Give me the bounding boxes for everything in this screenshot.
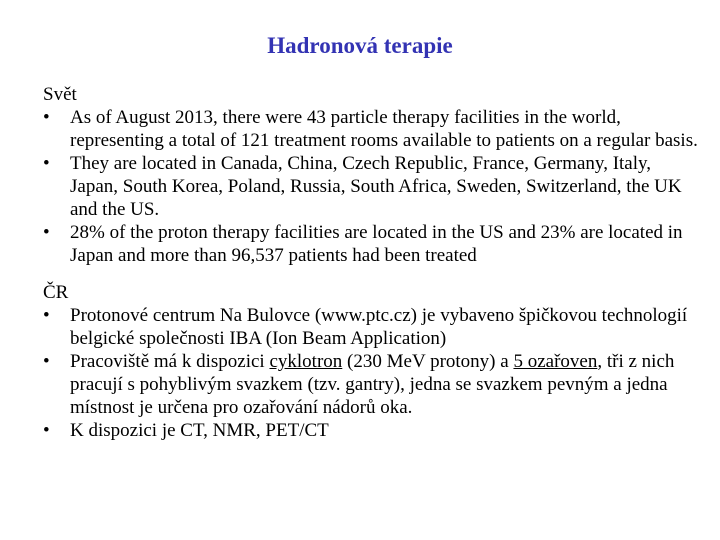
list-item xyxy=(43,350,703,419)
list-item xyxy=(43,221,703,267)
bullet-text-part: (230 MeV protony) a xyxy=(342,351,514,372)
bullet-text-part: , tři z nich pracují s pohyblivým svazkem (tzv. gantry), jedna se svazkem pevným a jedna místnost je určena pro ozařování nádorů oka. xyxy=(70,351,675,418)
slide-title: Hadronová terapie xyxy=(267,33,453,58)
bullet-text: Protonové centrum Na Bulovce (www.ptc.cz) je vybaveno špičkovou technologií belgické společnosti IBA (Ion Beam Application) xyxy=(70,305,688,349)
bullet-icon: • xyxy=(43,222,50,243)
bullet-text-part: Pracoviště má k dispozici xyxy=(70,351,270,372)
bullet-icon: • xyxy=(43,107,50,128)
list-item xyxy=(43,419,703,442)
bullet-text: They are located in Canada, China, Czech Republic, France, Germany, Italy, Japan, South Korea, Poland, Russia, South Africa, Sweden, Switzerland, the UK and the US. xyxy=(70,153,682,220)
bullet-text: As of August 2013, there were 43 particle therapy facilities in the world, representing a total of 121 treatment rooms available to patients on a regular basis. xyxy=(70,107,698,151)
list-item xyxy=(43,106,703,152)
slide-body xyxy=(43,83,703,442)
bullet-icon: • xyxy=(43,420,50,441)
bullet-list-cr xyxy=(43,304,703,442)
list-item xyxy=(43,152,703,221)
section-heading-cr: ČR xyxy=(43,282,69,303)
section-spacer xyxy=(43,267,703,281)
bullet-icon: • xyxy=(43,153,50,174)
list-item xyxy=(43,304,703,350)
bullet-text: 28% of the proton therapy facilities are located in the US and 23% are located in Japan and more than 96,537 patients had been treated xyxy=(70,222,683,266)
bullet-text: K dispozici je CT, NMR, PET/CT xyxy=(70,420,329,441)
bullet-icon: • xyxy=(43,351,50,372)
bullet-icon: • xyxy=(43,305,50,326)
irradiation-rooms-link[interactable]: 5 ozařoven xyxy=(513,351,598,372)
section-heading-world: Svět xyxy=(43,84,77,105)
cyclotron-link[interactable]: cyklotron xyxy=(269,351,343,372)
bullet-list-world xyxy=(43,106,703,267)
